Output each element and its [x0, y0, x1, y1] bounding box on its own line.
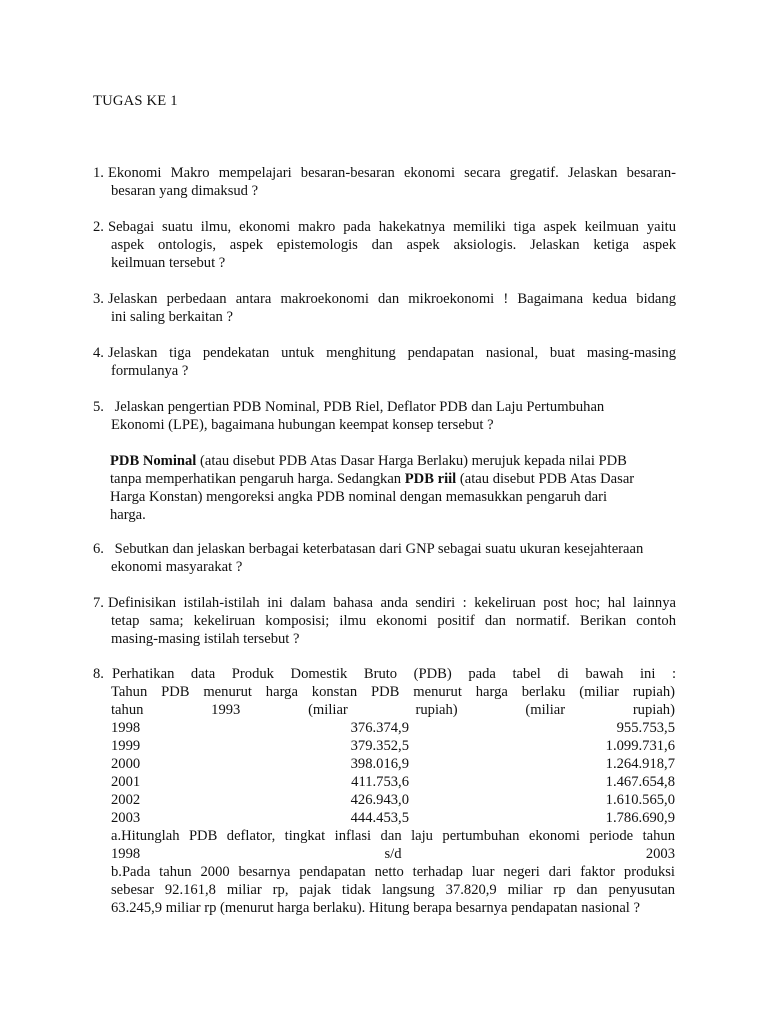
- question-5: [93, 398, 676, 434]
- cell-pdb-berlaku: 1.099.731,6: [605, 738, 675, 754]
- cell-pdb-konstan: 426.943,0: [350, 792, 409, 808]
- question-8a-period: [111, 845, 675, 863]
- answer-text: harga.: [110, 507, 146, 523]
- question-text: Jelaskan pengertian PDB Nominal, PDB Riel, Deflator PDB dan Laju Pertumbuhan: [114, 399, 605, 415]
- question-text: Ekonomi (LPE), bagaimana hubungan keempat konsep tersebut ?: [111, 417, 494, 433]
- cell-year: 2003: [111, 810, 141, 826]
- table-header-cell: rupiah): [415, 702, 458, 718]
- table-header-cell: (miliar: [525, 702, 566, 718]
- cell-pdb-berlaku: 1.610.565,0: [605, 792, 675, 808]
- table-row: [111, 791, 675, 809]
- question-text: ini saling berkaitan ?: [111, 309, 233, 325]
- question-6: [93, 540, 676, 576]
- question-text: Jelaskan perbedaan antara makroekonomi dan mikroekonomi ! Bagaimana kedua bidang: [107, 291, 676, 307]
- table-row: [111, 809, 675, 827]
- table-header-2: [111, 701, 675, 719]
- answer-text: tanpa memperhatikan pengaruh harga. Sedangkan: [110, 471, 405, 487]
- question-8a-text: a.Hitunglah PDB deflator, tingkat inflasi dan laju pertumbuhan ekonomi periode tahun: [111, 828, 675, 844]
- table-row: [111, 755, 675, 773]
- question-text: Sebagai suatu ilmu, ekonomi makro pada hakekatnya memiliki tiga aspek keilmuan yaitu: [107, 219, 676, 235]
- cell-pdb-konstan: 379.352,5: [350, 738, 409, 754]
- cell-year: 1999: [111, 738, 141, 754]
- cell-pdb-berlaku: 1.467.654,8: [605, 774, 675, 790]
- term-pdb-nominal: PDB Nominal: [110, 453, 197, 469]
- question-text: masing-masing istilah tersebut ?: [111, 631, 300, 647]
- cell-pdb-konstan: 376.374,9: [350, 720, 409, 736]
- question-text: Sebutkan dan jelaskan berbagai keterbatasan dari GNP sebagai suatu ukuran kesejahteraan: [114, 541, 644, 557]
- question-number: 2.: [93, 219, 104, 235]
- question-number: 3.: [93, 291, 104, 307]
- question-8b-text: b.Pada tahun 2000 besarnya pendapatan netto terhadap luar negeri dari faktor produksi: [111, 864, 675, 880]
- answer-5: [110, 452, 670, 524]
- period-start: 1998: [111, 846, 141, 862]
- cell-year: 2000: [111, 756, 141, 772]
- question-text: ekonomi masyarakat ?: [111, 559, 243, 575]
- period-end: 2003: [645, 846, 675, 862]
- cell-pdb-berlaku: 1.786.690,9: [605, 810, 675, 826]
- question-text: Jelaskan tiga pendekatan untuk menghitung pendapatan nasional, buat masing-masing: [107, 345, 676, 361]
- table-header-cell: (miliar: [308, 702, 348, 718]
- cell-pdb-berlaku: 1.264.918,7: [605, 756, 675, 772]
- question-8: [93, 665, 676, 683]
- question-text: Perhatikan data Produk Domestik Bruto (PDB) pada tabel di bawah ini :: [111, 666, 676, 682]
- answer-text: Harga Konstan) mengoreksi angka PDB nominal dengan memasukkan pengaruh dari: [110, 489, 608, 505]
- cell-pdb-berlaku: 955.753,5: [616, 720, 675, 736]
- question-number: 8.: [93, 666, 104, 682]
- question-text: formulanya ?: [111, 363, 189, 379]
- question-1: [93, 164, 676, 200]
- question-text: Ekonomi Makro mempelajari besaran-besaran ekonomi secara gregatif. Jelaskan besaran-: [107, 165, 676, 181]
- cell-pdb-konstan: 444.453,5: [350, 810, 409, 826]
- cell-year: 2002: [111, 792, 141, 808]
- answer-text: (atau disebut PDB Atas Dasar: [456, 471, 635, 487]
- question-text: aspek ontologis, aspek epistemologis dan aspek aksiologis. Jelaskan ketiga aspek: [111, 237, 676, 253]
- table-header-cell: rupiah): [632, 702, 675, 718]
- question-number: 5.: [93, 399, 104, 415]
- question-7: [93, 594, 676, 648]
- question-4: [93, 344, 676, 380]
- table-row: [111, 719, 675, 737]
- period-separator: s/d: [384, 846, 402, 862]
- table-header-1: Tahun PDB menurut harga konstan PDB menurut harga berlaku (miliar rupiah): [111, 684, 675, 700]
- question-text: besaran yang dimaksud ?: [111, 183, 259, 199]
- question-text: tetap sama; kekeliruan komposisi; ilmu ekonomi positif dan normatif. Berikan contoh: [111, 613, 676, 629]
- table-header-cell: 1993: [211, 702, 241, 718]
- question-text: keilmuan tersebut ?: [111, 255, 226, 271]
- cell-year: 1998: [111, 720, 141, 736]
- table-header-cell: tahun: [111, 702, 144, 718]
- question-2: [93, 218, 676, 272]
- cell-pdb-konstan: 398.016,9: [350, 756, 409, 772]
- question-number: 7.: [93, 595, 104, 611]
- question-number: 6.: [93, 541, 104, 557]
- answer-text: (atau disebut PDB Atas Dasar Harga Berlaku) merujuk kepada nilai PDB: [196, 453, 627, 469]
- term-pdb-riil: PDB riil: [404, 471, 457, 487]
- cell-year: 2001: [111, 774, 141, 790]
- cell-pdb-konstan: 411.753,6: [351, 774, 409, 790]
- question-8b-text: sebesar 92.161,8 miliar rp, pajak tidak langsung 37.820,9 miliar rp dan penyusutan: [111, 882, 675, 898]
- table-row: [111, 773, 675, 791]
- question-number: 1.: [93, 165, 104, 181]
- question-8b-text: 63.245,9 miliar rp (menurut harga berlaku). Hitung berapa besarnya pendapatan nasional ?: [111, 900, 640, 916]
- question-number: 4.: [93, 345, 104, 361]
- question-text: Definisikan istilah-istilah ini dalam bahasa anda sendiri : kekeliruan post hoc; hal lainnya: [107, 595, 676, 611]
- page-title: TUGAS KE 1: [93, 93, 178, 109]
- question-3: [93, 290, 676, 326]
- table-row: [111, 737, 675, 755]
